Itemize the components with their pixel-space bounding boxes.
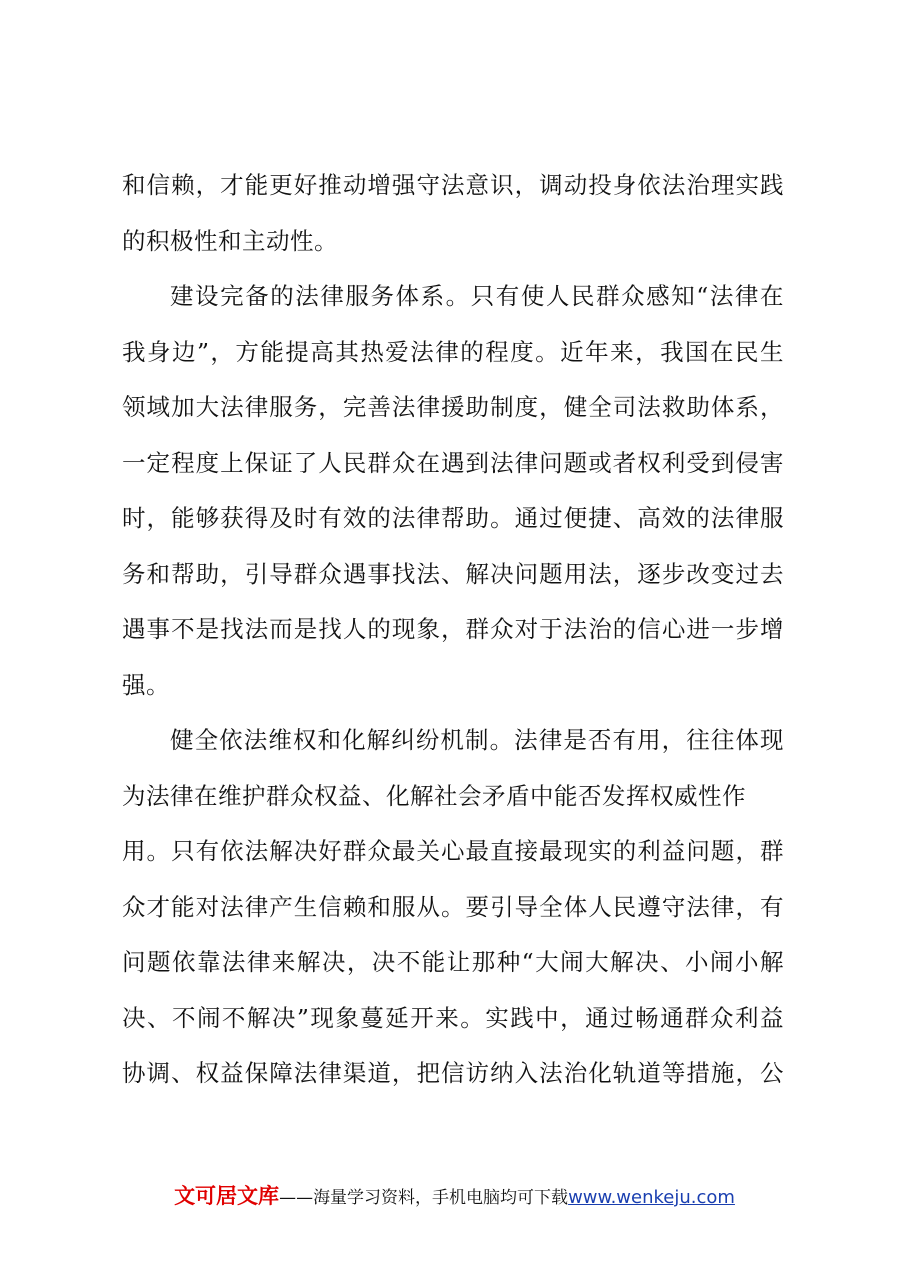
text-line: 一定程度上保证了人民群众在遇到法律问题或者权利受到侵害 [122,448,784,477]
text-line: 的积极性和主动性。 [122,226,338,255]
text-line: 领域加大法律服务，完善法律援助制度，健全司法救助体系， [122,393,784,421]
text-line: 协调、权益保障法律渠道，把信访纳入法治化轨道等措施，公 [122,1059,784,1087]
footer [0,1180,909,1210]
body-text [122,158,784,1102]
text-line: 务和帮助，引导群众遇事找法、解决问题用法，逐步改变过去 [122,559,784,588]
text-line: 强。 [122,670,170,699]
text-line: 决、不闹不解决”现象蔓延开来。实践中，通过畅通群众利益 [122,1003,784,1032]
footer-link[interactable]: www.wenkeju.com [568,1187,735,1208]
text-line: 用。只有依法解决好群众最关心最直接最现实的利益问题，群 [122,837,784,865]
footer-tagline: ——海量学习资料，手机电脑均可下载 [279,1188,569,1208]
footer-brand: 文可居文库 [174,1184,280,1208]
text-line: 众才能对法律产生信赖和服从。要引导全体人民遵守法律，有 [122,892,784,921]
paragraph-start-line: 建设完备的法律服务体系。只有使人民群众感知“法律在 [170,282,784,310]
text-line: 为法律在维护群众权益、化解社会矛盾中能否发挥权威性作 [122,781,746,810]
text-line: 和信赖，才能更好推动增强守法意识，调动投身依法治理实践 [122,171,784,199]
paragraph-start-line: 健全依法维权和化解纠纷机制。法律是否有用，往往体现 [170,726,784,754]
text-line: 我身边”，方能提高其热爱法律的程度。近年来，我国在民生 [122,337,784,366]
text-line: 遇事不是找法而是找人的现象，群众对于法治的信心进一步增 [122,615,784,643]
text-line: 时，能够获得及时有效的法律帮助。通过便捷、高效的法律服 [122,504,784,532]
text-line: 问题依靠法律来解决，决不能让那种“大闹大解决、小闹小解 [122,948,784,976]
